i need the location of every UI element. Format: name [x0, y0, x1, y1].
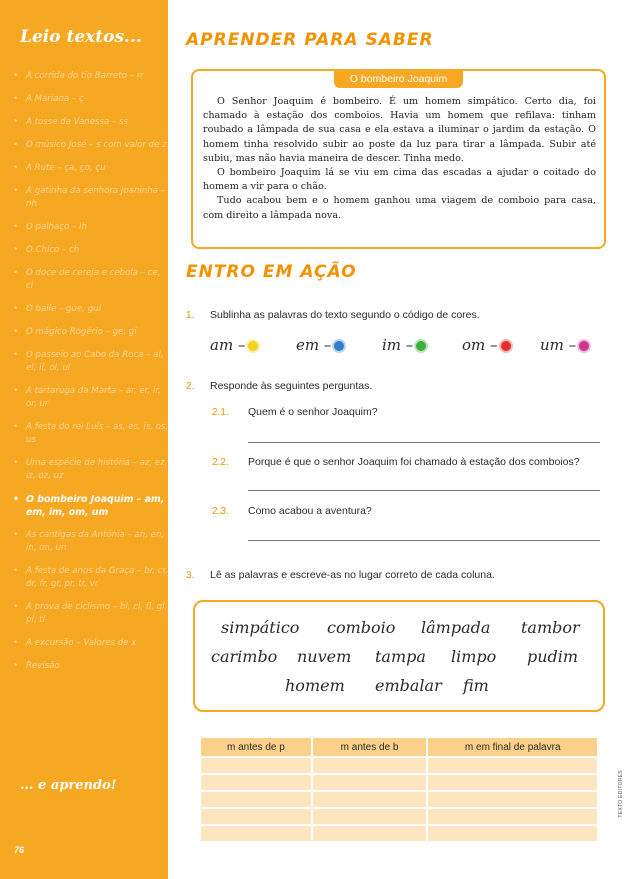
word: embalar — [375, 676, 442, 695]
sidebar-item: • A festa de anos da Graça – br, cr, dr, fr, gr, pr, tr, vr — [10, 565, 170, 591]
exercise-1-text: Sublinha as palavras do texto segundo o código de cores. — [210, 309, 480, 321]
answer-cell[interactable] — [313, 758, 427, 773]
word: lâmpada — [421, 618, 491, 637]
sidebar-item: • A tosse da Vanessa – ss — [10, 116, 170, 129]
section-heading-entro: ENTRO EM AÇÃO — [186, 262, 357, 282]
color-code-legend — [210, 336, 608, 362]
question-2-3-text: Como acabou a aventura? — [248, 505, 372, 517]
word: homem — [285, 676, 345, 695]
sidebar-item: • O bombeiro Joaquim – am, em, im, om, um — [10, 493, 170, 519]
sidebar-item: • A Mariana – ç — [10, 93, 170, 106]
sidebar — [0, 0, 168, 879]
code-om: om – — [462, 336, 511, 354]
page-number: 76 — [14, 845, 25, 855]
exercise-2-text: Responde às seguintes perguntas. — [210, 380, 373, 392]
column-header: m antes de b — [313, 738, 427, 756]
code-im: im – — [382, 336, 426, 354]
publisher-credit: TEXTO EDITORES — [618, 770, 624, 818]
question-2-3-number: 2.3. — [212, 506, 229, 517]
answer-cell[interactable] — [428, 809, 597, 824]
exercise-3-text: Lê as palavras e escreve-as no lugar correto de cada coluna. — [210, 569, 495, 581]
answer-line-2-2[interactable] — [248, 490, 600, 491]
answer-line-2-1[interactable] — [248, 442, 600, 443]
story-paragraph: Tudo acabou bem e o homem ganhou uma viagem de comboio para casa, com direito a lâmpada nova. — [203, 195, 596, 221]
exercise-2-number: 2. — [186, 381, 195, 392]
sidebar-item: • O palhaço – lh — [10, 221, 170, 234]
question-2-1-number: 2.1. — [212, 407, 229, 418]
sidebar-item: • A tartaruga da Marta – ar, er, ir, or, ur — [10, 385, 170, 411]
word: comboio — [327, 618, 396, 637]
sidebar-item: • O baile – gue, gui — [10, 303, 170, 316]
sidebar-item: • A prova de ciclismo – bl, cl, fl, gl, pl, tl — [10, 601, 170, 627]
answer-cell[interactable] — [313, 775, 427, 790]
question-2-2-number: 2.2. — [212, 457, 229, 468]
sidebar-item: • Revisão — [10, 660, 170, 673]
pink-splat-icon — [579, 341, 589, 351]
story-paragraph: O bombeiro Joaquim lá se viu em cima das escadas a ajudar o coitado do homem a vir para o chão. — [203, 167, 596, 193]
exercise-3-number: 3. — [186, 570, 195, 581]
answer-cell[interactable] — [313, 792, 427, 807]
word: tampa — [375, 647, 426, 666]
red-splat-icon — [501, 341, 511, 351]
exercise-1-number: 1. — [186, 310, 195, 321]
sidebar-title: Leio textos... — [20, 27, 142, 47]
story-paragraph: O Senhor Joaquim é bombeiro. É um homem simpático. Certo dia, foi chamado à estação dos comboios. Havia um homem que refilava: tinham roubado a lâmpada de sua casa e ela estava a iluminar o jardim da estação. O homem tinha resolvido subir ao poste da luz para tirar a lâmpada. Subir até subiu, mas não havia maneira de descer. Tinha medo. — [203, 96, 596, 164]
sidebar-item: • A corrida do tio Barreto – rr — [10, 70, 170, 83]
answer-cell[interactable] — [201, 809, 311, 824]
sidebar-item: • O doce de cereja e cebola – ce, ci — [10, 267, 170, 293]
story-body — [203, 95, 596, 223]
answer-cell[interactable] — [201, 775, 311, 790]
answer-cell[interactable] — [201, 758, 311, 773]
column-header: m em final de palavra — [428, 738, 597, 756]
code-am: am – — [210, 336, 258, 354]
answer-cell[interactable] — [428, 775, 597, 790]
table-row — [201, 775, 597, 790]
answer-cell[interactable] — [201, 826, 311, 841]
story-box — [191, 69, 606, 249]
sidebar-list — [10, 70, 170, 683]
answer-line-2-3[interactable] — [248, 540, 600, 541]
sidebar-item: • As cantigas da Antónia – an, en, in, on, un — [10, 529, 170, 555]
question-2-1-text: Quem é o senhor Joaquim? — [248, 406, 378, 418]
table-row — [201, 792, 597, 807]
word: nuvem — [297, 647, 352, 666]
story-title: O bombeiro Joaquim — [334, 70, 463, 88]
word: carimbo — [211, 647, 278, 666]
answer-cell[interactable] — [428, 826, 597, 841]
sidebar-item: • A festa do rei Luís – as, es, is, os, us — [10, 421, 170, 447]
section-heading-aprender: APRENDER PARA SABER — [186, 30, 434, 50]
answer-cell[interactable] — [313, 826, 427, 841]
green-splat-icon — [416, 341, 426, 351]
table-row — [201, 809, 597, 824]
code-um: um – — [540, 336, 589, 354]
word: tambor — [521, 618, 580, 637]
question-2-2-text: Porque é que o senhor Joaquim foi chamado à estação dos comboios? — [248, 456, 580, 468]
blue-splat-icon — [334, 341, 344, 351]
answer-cell[interactable] — [313, 809, 427, 824]
word: fim — [463, 676, 489, 695]
word: pudim — [527, 647, 579, 666]
sidebar-item: • A Rute – ça, ço, çu — [10, 162, 170, 175]
sidebar-item: • Uma espécie de história – az, ez, iz, oz, uz — [10, 457, 170, 483]
sidebar-item: • A gatinha da senhora Joaninha – nh — [10, 185, 170, 211]
sidebar-item: • O mágico Rogério – ge, gi — [10, 326, 170, 339]
word-sort-table — [199, 736, 599, 843]
sidebar-item: • O músico José – s com valor de z — [10, 139, 170, 152]
yellow-splat-icon — [248, 341, 258, 351]
sidebar-item: • O Chico – ch — [10, 244, 170, 257]
answer-cell[interactable] — [201, 792, 311, 807]
answer-cell[interactable] — [428, 758, 597, 773]
answer-cell[interactable] — [428, 792, 597, 807]
sidebar-item: • A excursão – Valores de x — [10, 637, 170, 650]
word: limpo — [451, 647, 497, 666]
column-header: m antes de p — [201, 738, 311, 756]
code-em: em – — [296, 336, 344, 354]
table-row — [201, 826, 597, 841]
sidebar-item: • O passeio ao Cabo da Roca – al, el, il, ol, ul — [10, 349, 170, 375]
word: simpático — [221, 618, 300, 637]
table-row — [201, 758, 597, 773]
word-box — [193, 600, 605, 712]
sidebar-footer: ... e aprendo! — [20, 778, 117, 793]
